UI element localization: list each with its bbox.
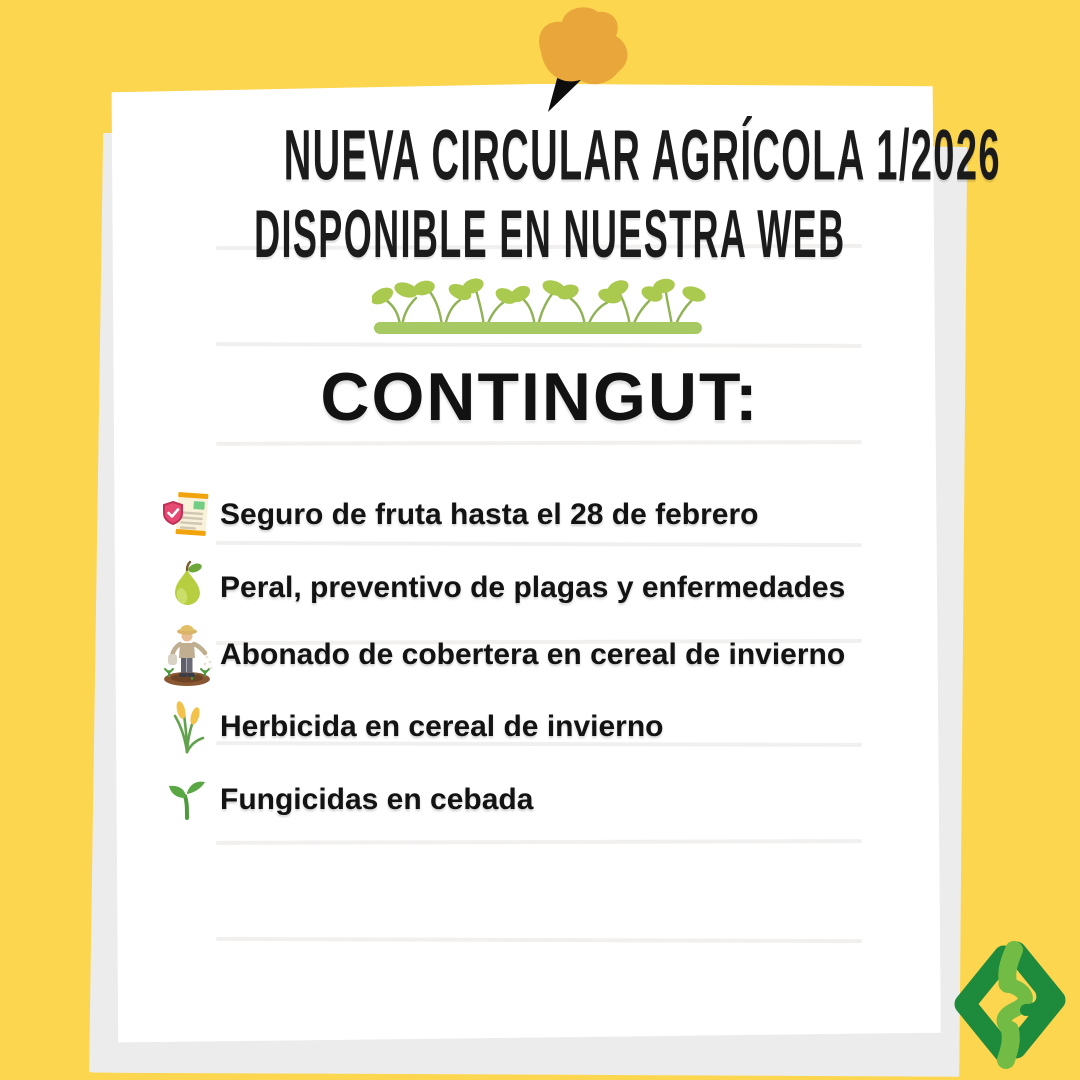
poster-title-line2: DISPONIBLE EN NUESTRA WEB	[254, 196, 846, 273]
section-heading: CONTINGUT:	[320, 359, 760, 435]
list-item: Seguro de fruta hasta el 28 de febrero	[158, 485, 898, 545]
list-item: Peral, preventivo de plagas y enfermedades	[158, 558, 898, 618]
list-item: Fungicidas en cebada	[158, 770, 898, 830]
insurance-document-icon	[158, 485, 216, 545]
pushpin-icon	[496, 0, 656, 120]
seedling-icon	[158, 770, 216, 830]
list-item: Abonado de cobertera en cereal de invierno	[158, 625, 898, 685]
list-item: Herbicida en cereal de invierno	[158, 697, 898, 757]
farmer-sowing-icon	[158, 625, 216, 685]
wheat-icon	[158, 697, 216, 757]
seedlings-divider-icon	[372, 276, 708, 340]
poster-title-line1: NUEVA CIRCULAR AGRÍCOLA 1/2026	[283, 114, 1001, 195]
pear-icon	[158, 558, 216, 618]
cooperative-logo	[948, 940, 1072, 1072]
